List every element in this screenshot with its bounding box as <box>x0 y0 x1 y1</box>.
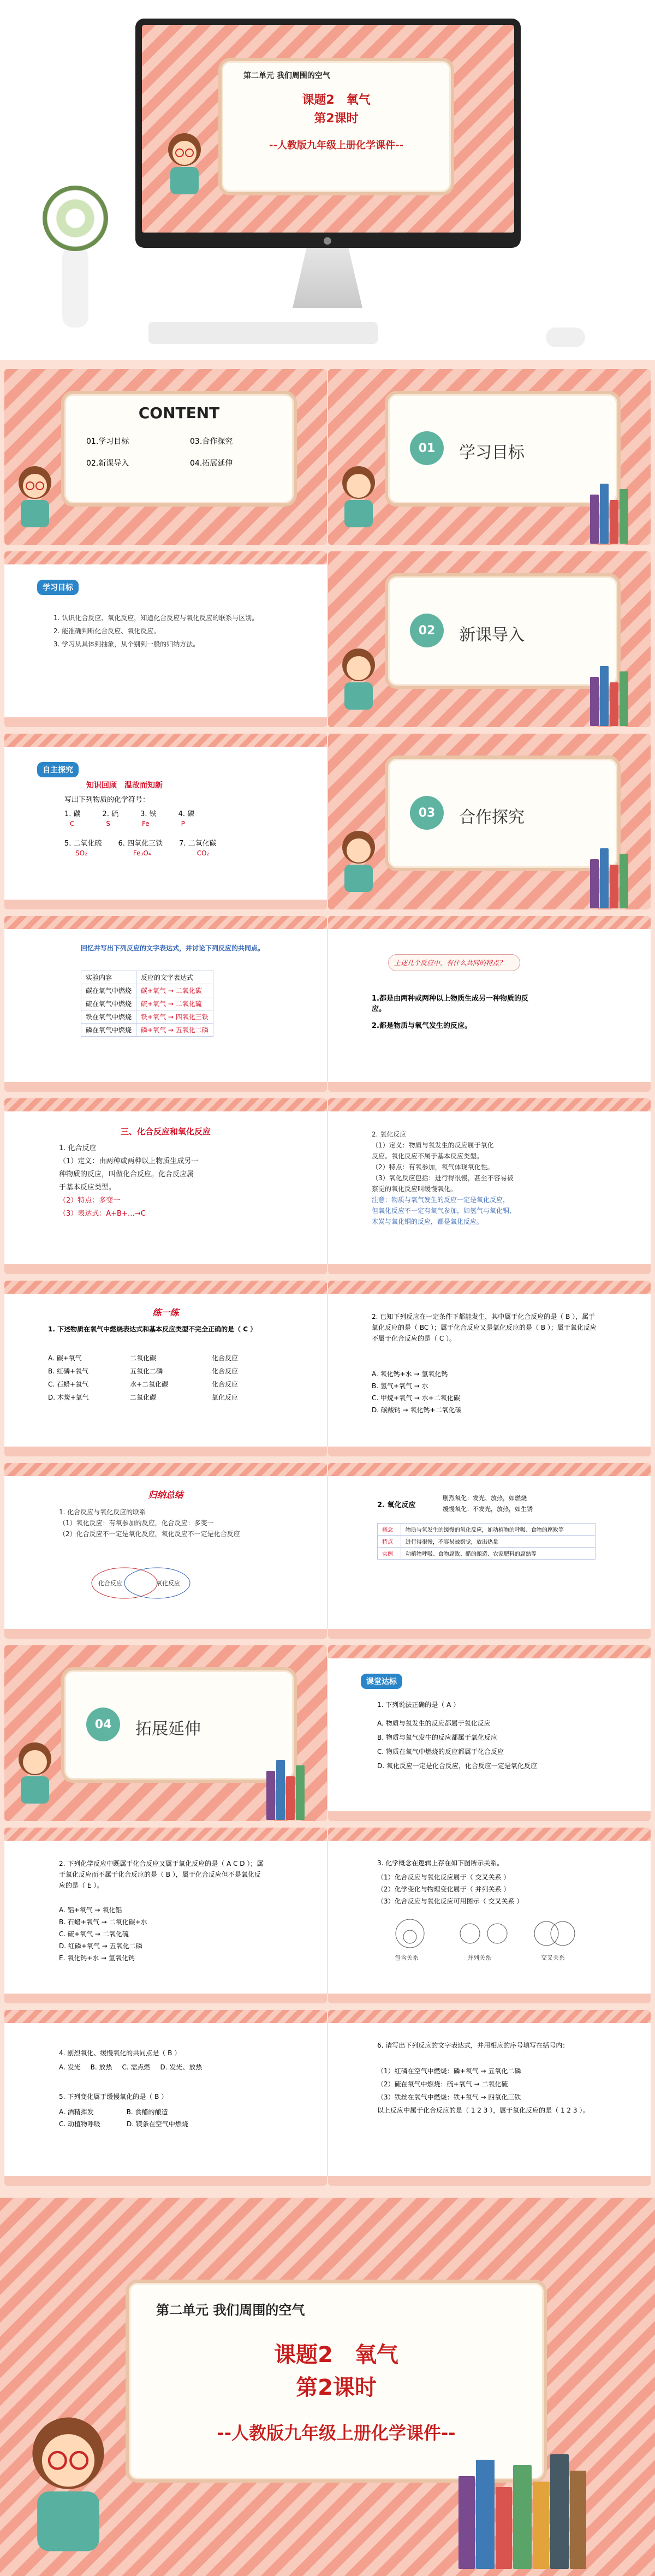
option-type: 化合反应 <box>212 1367 239 1375</box>
explore-tag: 自主探究 <box>37 762 79 777</box>
slide-explore <box>4 734 327 909</box>
table-cell: 硫+氧气 → 二氧化硫 <box>136 997 213 1010</box>
table-row <box>81 1024 213 1037</box>
slide-slow-oxidation <box>328 1463 651 1639</box>
slide-section-3 <box>328 734 651 909</box>
goals-tag: 学习目标 <box>37 580 79 595</box>
option-row: （3）化合反应与氧化反应可用图示（ 交叉关系 ） <box>377 1897 523 1905</box>
slide-contents <box>4 369 327 545</box>
table-row <box>378 1548 596 1560</box>
q6-lines <box>377 2065 606 2117</box>
option-row: B. 石蜡+氧气 → 二氧化碳+水 <box>59 1918 147 1926</box>
explore-answer: C <box>70 820 75 828</box>
table-cell: 铁+氧气 → 四氧化三铁 <box>136 1010 213 1024</box>
combination-title: 三、化合反应和氧化反应 <box>120 1127 211 1137</box>
slow-ox-tab-2: 缓慢氧化：不发光，放热，如生锈 <box>443 1506 533 1513</box>
explore-item: 2. 硫 <box>102 810 119 818</box>
summary-line: 1. 化合反应与氧化反应的联系 <box>59 1508 146 1516</box>
practice2-options <box>372 1368 462 1416</box>
hero-topic-small: 课题2 氧气 <box>302 93 371 107</box>
monitor-screen <box>142 25 514 233</box>
option-row: D. 碳酸钙 → 氧化钙+二氧化碳 <box>372 1406 462 1414</box>
slide-section-2 <box>328 551 651 727</box>
option-row: A. 物质与氧发生的反应都属于氧化反应 <box>377 1720 491 1727</box>
q2-options <box>59 1904 147 1964</box>
combination-line: （3）表达式：A+B+…→C <box>59 1210 146 1218</box>
oxidation-line: 木炭与氧化铜的反应，都是氧化反应。 <box>372 1218 484 1225</box>
q4-options <box>59 2062 202 2072</box>
relation-label: 包含关系 <box>395 1954 419 1961</box>
books-illustration <box>590 848 628 908</box>
table-cell: 实例 <box>378 1548 401 1560</box>
option-row: D. 氧化反应一定是化合反应，化合反应一定是氧化反应 <box>377 1762 537 1770</box>
relation-diagrams <box>383 1915 590 1964</box>
combination-text <box>59 1142 234 1221</box>
table-cell: 特点 <box>378 1536 401 1548</box>
girl-illustration <box>332 462 385 532</box>
venn-label-right: 氧化反应 <box>156 1580 180 1587</box>
slide-q2 <box>4 1828 327 2003</box>
hero-lesson-small: 第2课时 <box>314 112 359 126</box>
oxidation-line: （1）定义：物质与氧发生的反应属于氧化 <box>372 1141 494 1149</box>
oxidation-line: （2）特点：有氧参加，氧气体现氧化性。 <box>372 1163 494 1171</box>
section-badge: 02 <box>410 614 444 647</box>
section-frame <box>385 573 621 689</box>
books-illustration <box>590 666 628 726</box>
option: A. 发光 <box>59 2063 81 2071</box>
table-header-row <box>81 971 213 984</box>
oxidation-line: 2. 氧化反应 <box>372 1131 407 1138</box>
option-row <box>48 1391 238 1404</box>
apple-logo: ● <box>323 235 332 246</box>
table-header: 实验内容 <box>81 971 136 984</box>
option-row: （2）化学变化与物理变化属于（ 并列关系 ） <box>377 1885 510 1893</box>
option: D. 镁条在空气中燃烧 <box>127 2120 188 2128</box>
discuss-bubble: 上述几个反应中，有什么共同的特点？ <box>388 954 520 971</box>
table-cell: 铁在氧气中燃烧 <box>81 1010 136 1024</box>
class-practice-options <box>377 1716 537 1773</box>
explore-answers-row1 <box>70 820 185 828</box>
practice1-title: 练一练 <box>152 1307 179 1318</box>
girl-illustration <box>9 462 61 532</box>
relation-label: 交叉关系 <box>541 1954 565 1961</box>
contents-item-4: 04.拓展延伸 <box>190 459 233 468</box>
q3-question: 3. 化学概念在逻辑上存在如下图所示关系。 <box>377 1859 504 1867</box>
option: B. 放热 <box>90 2063 112 2071</box>
section-frame <box>385 391 621 507</box>
table-row <box>81 1010 213 1024</box>
girl-illustration <box>11 2405 126 2563</box>
q2-question: 2. 下列化学反应中既属于化合反应又属于氧化反应的是（ A C D ）；属于氧化反应而不属于化合反应的是（ B ），属于化合反应但不是氧化反应的是（ E ）。 <box>59 1860 264 1889</box>
table-row <box>81 984 213 997</box>
section-title: 学习目标 <box>459 443 525 462</box>
explore-answers-row2 <box>75 849 209 857</box>
explore-items-row1 <box>64 808 194 818</box>
q5-options <box>59 2106 188 2130</box>
hero-lesson: 第2课时 <box>296 2375 377 2400</box>
class-practice-tag: 课堂达标 <box>361 1674 402 1689</box>
slide-oxidation <box>328 1098 651 1274</box>
option-product: 二氧化碳 <box>130 1394 157 1401</box>
oxidation-line: 注意：物质与氧气发生的反应一定是氧化反应， <box>372 1196 510 1204</box>
hero-slide-large <box>0 2198 655 2576</box>
option-row <box>59 2118 188 2130</box>
slide-q6 <box>328 2010 651 2186</box>
q6-line: 以上反应中属于化合反应的是（ 1 2 3 ），属于氧化反应的是（ 1 2 3 ）。 <box>377 2107 590 2114</box>
hero-unit-small: 第二单元 我们周围的空气 <box>243 72 330 80</box>
explore-answer: P <box>181 820 185 828</box>
option-row: E. 氧化钙+水 → 氢氧化钙 <box>59 1954 135 1962</box>
option-row: B. 氢气+氧气 → 水 <box>372 1382 428 1390</box>
table-row <box>378 1536 596 1548</box>
table-cell: 动植物呼吸、食物腐败、醋的酿造、农家肥料的腐熟等 <box>401 1548 595 1560</box>
option: C. 动植物呼吸 <box>59 2120 101 2128</box>
practice2-question: 2. 已知下列反应在一定条件下都能发生，其中属于化合反应的是（ B ），属于氧化反应的是（ BC ）；属于化合反应又是氧化反应的是（ B ）；属于氧化反应不属于化合反应的是（ C ）。 <box>372 1313 597 1342</box>
q6-line: （1）红磷在空气中燃烧：磷+氧气 → 五氧化二磷 <box>377 2067 521 2075</box>
slide-q4 <box>4 2010 327 2186</box>
books-illustration <box>590 484 628 544</box>
practice1-question: 1. 下述物质在氧气中燃烧表达式和基本反应类型不完全正确的是（ C ） <box>48 1325 257 1333</box>
section-title: 新课导入 <box>459 626 525 645</box>
contents-item-3: 03.合作探究 <box>190 437 233 446</box>
reaction-table <box>81 971 213 1037</box>
option-row: B. 物质与氧气发生的反应都属于氧化反应 <box>377 1734 497 1741</box>
option-type: 化合反应 <box>212 1381 239 1388</box>
section-title: 合作探究 <box>459 808 525 827</box>
option-row: A. 铝+氧气 → 氧化铝 <box>59 1906 122 1914</box>
slow-ox-heading: 2. 氧化反应 <box>377 1501 416 1509</box>
option-product: 五氧化二磷 <box>130 1367 163 1375</box>
contents-heading: CONTENT <box>138 404 220 422</box>
keyboard <box>148 322 378 344</box>
combination-line: （1）定义：由两种或两种以上物质生成另一 <box>59 1157 199 1165</box>
section-badge: 04 <box>86 1708 120 1741</box>
hero-unit: 第二单元 我们周围的空气 <box>156 2303 305 2318</box>
explore-answer: SO₂ <box>75 849 87 857</box>
table-cell: 物质与氧发生的缓慢的氧化反应，如动植物的呼吸、食物的腐败等 <box>401 1524 595 1536</box>
option-row: C. 物质在氧气中燃烧的反应都属于化合反应 <box>377 1748 504 1756</box>
slide-goals <box>4 551 327 727</box>
slide-section-1 <box>328 369 651 545</box>
goal-line-2: 2. 能准确判断化合反应、氧化反应。 <box>53 627 160 635</box>
explore-item: 3. 铁 <box>140 810 157 818</box>
oxidation-line: 反应。氧化反应不属于基本反应类型。 <box>372 1152 484 1160</box>
girl-illustration <box>332 644 385 714</box>
q6-line: （2）硫在氧气中燃烧：硫+氧气 → 二氧化硫 <box>377 2080 508 2088</box>
section-frame <box>61 1667 297 1783</box>
slide-section-4 <box>4 1645 327 1821</box>
table-header: 反应的文字表达式 <box>136 971 213 984</box>
combination-line: 1. 化合反应 <box>59 1144 97 1152</box>
flower-vase <box>37 164 114 338</box>
option-type: 氧化反应 <box>212 1394 239 1401</box>
table-cell: 碳在氧气中燃烧 <box>81 984 136 997</box>
summary-line: （1）氧化反应：有氧参加的反应，化合反应：多变一 <box>59 1519 214 1527</box>
goal-line-1: 1. 认识化合反应、氧化反应，知道化合反应与氧化反应的联系与区别。 <box>53 614 259 622</box>
relation-label: 并列关系 <box>467 1954 491 1961</box>
explore-item: 4. 磷 <box>178 810 195 818</box>
table-cell: 概念 <box>378 1524 401 1536</box>
section-badge: 03 <box>410 796 444 830</box>
summary-title: 归纳总结 <box>148 1490 183 1500</box>
books-illustration <box>458 2454 586 2569</box>
combination-line: 于基本反应类型。 <box>59 1183 116 1192</box>
hero-subtitle-small: --人教版九年级上册化学课件-- <box>269 140 403 151</box>
q6-line: （3）铁丝在氧气中燃烧：铁+氧气 → 四氧化三铁 <box>377 2093 521 2101</box>
option-row: D. 红磷+氧气 → 五氧化二磷 <box>59 1942 142 1950</box>
option-row: （1）化合反应与氧化反应属于（ 交叉关系 ） <box>377 1873 510 1881</box>
option: B. 食醋的酿造 <box>126 2108 168 2116</box>
goals-text <box>53 611 294 651</box>
class-practice-question: 1. 下列说法正确的是（ A ） <box>377 1701 460 1709</box>
section-badge: 01 <box>410 431 444 465</box>
explore-answer: Fe <box>142 820 150 828</box>
oxidation-text <box>372 1129 568 1227</box>
explore-item: 1. 碳 <box>64 810 81 818</box>
hero-frame-small <box>218 58 454 195</box>
option: A. 酒精挥发 <box>59 2108 94 2116</box>
explore-item: 6. 四氧化三铁 <box>118 840 163 848</box>
girl-illustration <box>9 1738 61 1808</box>
oxidation-line: （3）氧化反应包括：进行得很慢，甚至不容易被 <box>372 1174 514 1182</box>
slide-reaction-table <box>4 916 327 1092</box>
girl-illustration <box>158 129 211 199</box>
combination-line: 种物质的反应，叫做化合反应。化合反应属 <box>59 1170 194 1179</box>
mouse <box>546 328 585 347</box>
discuss-line-2: 2.都是物质与氧气发生的反应。 <box>372 1022 472 1030</box>
slide-practice-2 <box>328 1281 651 1456</box>
hero-topic: 课题2 氧气 <box>274 2342 398 2367</box>
table-cell: 硫在氧气中燃烧 <box>81 997 136 1010</box>
contents-frame <box>61 391 297 507</box>
table-row <box>378 1524 596 1536</box>
option-label: A. 碳+氧气 <box>48 1354 82 1362</box>
option-label: C. 石蜡+氧气 <box>48 1381 89 1388</box>
discuss-line-1: 1.都是由两种或两种以上物质生成另一种物质的反应。 <box>372 995 528 1013</box>
table-cell: 磷在氧气中燃烧 <box>81 1024 136 1037</box>
q3-options <box>377 1871 523 1907</box>
monitor-mockup <box>0 0 655 360</box>
girl-illustration <box>332 826 385 896</box>
combination-line: （2）特点：多变一 <box>59 1197 121 1205</box>
table-row <box>81 997 213 1010</box>
venn-diagram <box>86 1561 195 1605</box>
option-row <box>48 1352 238 1365</box>
reaction-question: 回忆并写出下列反应的文字表达式，并讨论下列反应的共同点。 <box>81 944 265 952</box>
table-cell: 磷+氧气 → 五氧化二磷 <box>136 1024 213 1037</box>
slide-summary <box>4 1463 327 1639</box>
explore-answer: S <box>106 820 111 828</box>
option-row: C. 硫+氧气 → 二氧化硫 <box>59 1930 129 1938</box>
monitor-screen-frame <box>135 19 521 248</box>
venn-label-left: 化合反应 <box>98 1580 122 1587</box>
q6-question: 6. 请写出下列反应的文字表达式，并用相应的序号填写在括号内： <box>377 2042 569 2049</box>
goal-line-3: 3. 学习从具体到抽象，从个别到一般的归纳方法。 <box>53 640 200 648</box>
option-product: 二氧化碳 <box>130 1354 157 1362</box>
option-label: D. 木炭+氧气 <box>48 1394 89 1401</box>
contents-item-1: 01.学习目标 <box>86 437 129 446</box>
explore-item: 7. 二氧化碳 <box>179 840 217 848</box>
table-cell: 进行得很慢，不容易被察觉，放出热量 <box>401 1536 595 1548</box>
summary-line: （2）化合反应不一定是氧化反应，氧化反应不一定是化合反应 <box>59 1530 240 1538</box>
option-type: 化合反应 <box>212 1354 239 1362</box>
option-row <box>48 1365 238 1378</box>
books-illustration <box>266 1760 305 1820</box>
option-row: A. 氧化钙+水 → 氢氧化钙 <box>372 1370 448 1378</box>
table-cell: 碳+氧气 → 二氧化碳 <box>136 984 213 997</box>
oxidation-line: 察觉的氧化反应叫缓慢氧化。 <box>372 1185 457 1193</box>
explore-prompt: 写出下列物质的化学符号： <box>64 796 150 804</box>
option: C. 需点燃 <box>122 2063 151 2071</box>
practice1-options <box>48 1352 238 1404</box>
option: D. 发光、放热 <box>160 2063 203 2071</box>
monitor-stand <box>293 248 362 308</box>
hero-frame-large <box>126 2280 547 2483</box>
slide-combination <box>4 1098 327 1274</box>
slide-q3 <box>328 1828 651 2003</box>
explore-item: 5. 二氧化硫 <box>64 840 102 848</box>
slide-discuss <box>328 916 651 1092</box>
contents-item-2: 02.新课导入 <box>86 459 129 468</box>
section-title: 拓展延伸 <box>135 1720 201 1739</box>
q4-question: 4. 剧烈氧化、缓慢氧化的共同点是（ B ） <box>59 2049 181 2057</box>
q5-question: 5. 下列变化属于缓慢氧化的是（ B ） <box>59 2093 168 2101</box>
option-row <box>48 1378 238 1391</box>
oxidation-line: 但氧化反应不一定有氧气参加，如氢气与氧化铜、 <box>372 1207 516 1215</box>
slow-ox-table <box>377 1523 596 1560</box>
explore-answer: Fe₃O₄ <box>133 849 151 857</box>
section-frame <box>385 755 621 871</box>
summary-text <box>59 1507 255 1539</box>
option-row: C. 甲烷+氧气 → 水+二氧化碳 <box>372 1394 460 1402</box>
explore-items-row2 <box>64 837 217 848</box>
explore-sub: 知识回顾 温故而知新 <box>86 781 163 790</box>
hero-subtitle: --人教版九年级上册化学课件-- <box>217 2423 456 2443</box>
explore-answer: CO₂ <box>196 849 210 857</box>
option-label: B. 红磷+氧气 <box>48 1367 88 1375</box>
slide-practice-1 <box>4 1281 327 1456</box>
option-row <box>59 2106 188 2118</box>
option-product: 水+二氧化碳 <box>130 1381 169 1388</box>
slow-ox-tab-1: 剧烈氧化：发光、放热，如燃烧 <box>443 1495 527 1502</box>
slide-class-practice <box>328 1645 651 1821</box>
